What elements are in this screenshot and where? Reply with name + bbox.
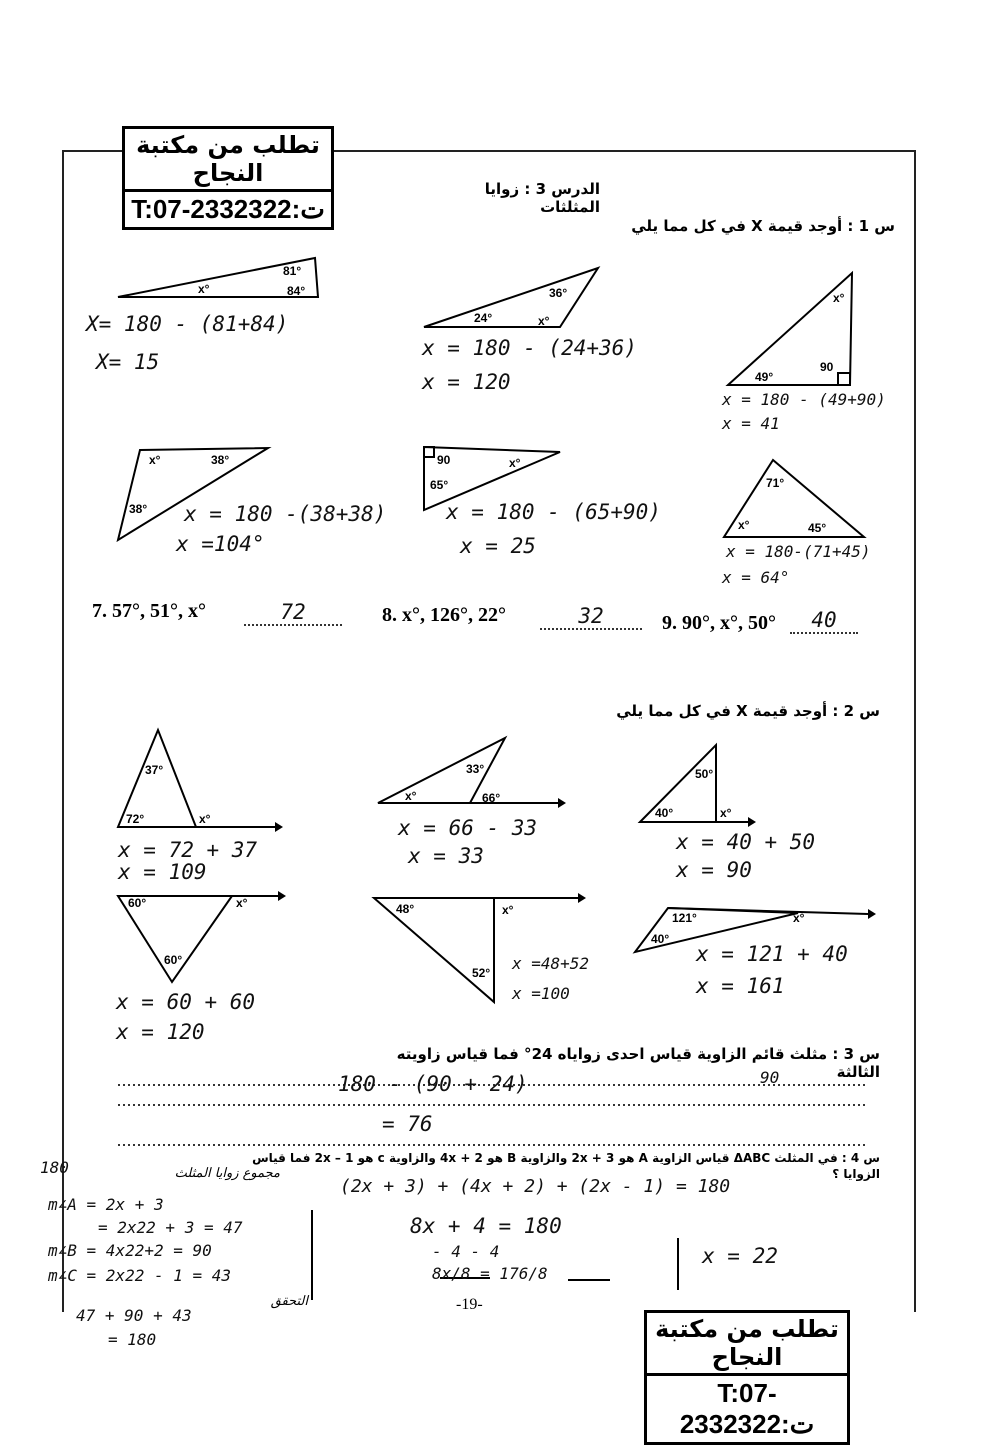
q2-t2-label-a: 33° [466, 762, 485, 776]
q1-t6-label-b: 45° [808, 521, 827, 535]
stamp-top-title: تطلب من مكتبة النجاح [125, 129, 331, 192]
q1-t4-work-2: x =104° [176, 532, 265, 556]
q1-t1-label-b: 84° [287, 284, 306, 298]
q1-t4-label-x: x° [149, 453, 161, 467]
q4-mid-work-3: 8x/8 = 176/8 [432, 1264, 548, 1283]
q1-triangle-3 [728, 273, 852, 385]
q3-note: 90 [760, 1068, 780, 1087]
q4-left-work-3: m∠B = 4x22+2 = 90 [48, 1241, 212, 1260]
q2-t3-work-2: x = 90 [676, 858, 752, 882]
q1-triangle-2 [424, 268, 598, 327]
q4-mid-work-1: 8x + 4 = 180 [410, 1214, 562, 1238]
q3-prompt: س 3 : مثلث قائم الزاوية قياس احدى زواياه 24° فما قياس زاويته الثالثة [396, 1045, 880, 1081]
q4-equation: (2x + 3) + (4x + 2) + (2x - 1) = 180 [340, 1176, 731, 1197]
q2-t5-label-b: 52° [472, 966, 491, 980]
q1-t4-label-a: 38° [211, 453, 230, 467]
q2-t2-work-1: x = 66 - 33 [398, 816, 538, 840]
q4-answer: x = 22 [702, 1244, 778, 1268]
q3-work-1: 180 - (90 + 24) [338, 1072, 528, 1096]
exercise-9-answer: 40 [790, 608, 858, 634]
q1-t1-work-1: X= 180 - (81+84) [86, 312, 289, 336]
q1-t3-label-a: 49° [755, 370, 774, 384]
q2-t3-label-b: 40° [655, 806, 674, 820]
q1-t6-label-x: x° [738, 518, 750, 532]
q2-t1-work-2: x = 109 [118, 860, 207, 884]
q4-check-1: 47 + 90 + 43 [76, 1306, 192, 1325]
q4-hint-value: 180 [40, 1158, 69, 1177]
q1-t1-label-a: 81° [283, 264, 302, 278]
q1-t4-label-b: 38° [129, 502, 148, 516]
q4-mid-work-2: - 4 - 4 [432, 1242, 500, 1261]
q1-t3-work-1: x = 180 - (49+90) [722, 390, 886, 409]
q2-t6-label-b: 40° [651, 932, 670, 946]
stamp-bottom-phone: T:07-2332322:ت [679, 1378, 815, 1439]
q2-t4-label-a: 60° [128, 896, 147, 910]
q1-t1-work-2: X= 15 [96, 350, 160, 374]
q4-left-work-2: = 2x22 + 3 = 47 [98, 1218, 243, 1237]
q2-t3-label-x: x° [720, 806, 732, 820]
q2-t2-work-2: x = 33 [408, 844, 484, 868]
q2-t5-work-2: x =100 [512, 984, 570, 1003]
q2-t6-label-x: x° [793, 911, 805, 925]
q2-t1-work-1: x = 72 + 37 [118, 838, 258, 862]
q1-t5-work-1: x = 180 - (65+90) [446, 500, 661, 524]
q1-t6-work-2: x = 64° [722, 568, 790, 587]
q1-t3-label-x: x° [833, 291, 845, 305]
q1-t3-work-2: x = 41 [722, 414, 780, 433]
q2-t5-label-a: 48° [396, 902, 415, 916]
stamp-top-phone: T:07-2332322:ت [131, 194, 325, 224]
stamp-bottom-title: تطلب من مكتبة النجاح [647, 1313, 847, 1376]
q1-t5-label-x: x° [509, 456, 521, 470]
q2-t1-label-a: 37° [145, 763, 164, 777]
q1-t6-work-1: x = 180-(71+45) [726, 542, 871, 561]
q2-triangle-3 [640, 745, 716, 822]
exercise-9: 9. 90°, x°, 50° [662, 612, 776, 634]
q1-t5-label-b: 65° [430, 478, 449, 492]
q2-t2-label-x: x° [405, 789, 417, 803]
q1-t5-label-a: 90 [437, 453, 451, 467]
q2-t3-work-1: x = 40 + 50 [676, 830, 816, 854]
q2-t1-label-b: 72° [126, 812, 145, 826]
q4-check-2: = 180 [108, 1330, 157, 1349]
q1-prompt: س 1 : أوجد قيمة X في كل مما يلي [631, 217, 895, 235]
q4-left-work-1: m∠A = 2x + 3 [48, 1195, 164, 1214]
q4-left-work-4: m∠C = 2x22 - 1 = 43 [48, 1266, 232, 1285]
q2-t1-label-x: x° [199, 812, 211, 826]
q1-t3-label-b: 90 [820, 360, 834, 374]
q2-t5-work-1: x =48+52 [512, 954, 590, 973]
q2-t6-work-2: x = 161 [696, 974, 785, 998]
q1-triangle-4 [118, 448, 268, 540]
lesson-title: الدرس 3 : زوايا المثلثات [484, 180, 600, 216]
exercise-7-answer: 72 [244, 600, 342, 626]
page-number: -19- [456, 1296, 483, 1313]
q1-t2-label-a: 24° [474, 311, 493, 325]
q2-t4-label-x: x° [236, 896, 248, 910]
q1-t2-label-b: 36° [549, 286, 568, 300]
q2-prompt: س 2 : أوجد قيمة X في كل مما يلي [616, 702, 880, 720]
q2-t4-work-2: x = 120 [116, 1020, 205, 1044]
q2-t6-work-1: x = 121 + 40 [696, 942, 848, 966]
exercise-7: 7. 57°, 51°, x° [92, 600, 206, 622]
q4-hint: مجموع زوايا المثلث [174, 1166, 280, 1181]
q1-t4-work-1: x = 180 -(38+38) [184, 502, 387, 526]
q2-t6-label-a: 121° [672, 911, 697, 925]
q3-work-2: = 76 [382, 1112, 433, 1136]
q1-t6-label-a: 71° [766, 476, 785, 490]
exercise-8-answer: 32 [540, 604, 642, 630]
q4-check-label: التحقق [270, 1294, 308, 1309]
q2-t2-label-b: 66° [482, 791, 501, 805]
q1-t5-work-2: x = 25 [460, 534, 536, 558]
q2-t4-work-1: x = 60 + 60 [116, 990, 256, 1014]
q4-prompt: س 4 : في المثلث ΔABC قياس الزاوية A هو 2x + 3 والزاوية B هو 4x + 2 والزاوية c هو 2x – 1 فما قياس الزوايا ؟ [252, 1151, 880, 1181]
q1-t2-work-2: x = 120 [422, 370, 511, 394]
q1-t1-label-x: x° [198, 282, 210, 296]
q2-triangle-5 [374, 898, 494, 1002]
q1-t2-work-1: x = 180 - (24+36) [422, 336, 637, 360]
q2-t4-label-b: 60° [164, 953, 183, 967]
q2-t5-label-x: x° [502, 903, 514, 917]
exercise-8: 8. x°, 126°, 22° [382, 604, 506, 626]
q1-t2-label-x: x° [538, 314, 550, 328]
q2-t3-label-a: 50° [695, 767, 714, 781]
